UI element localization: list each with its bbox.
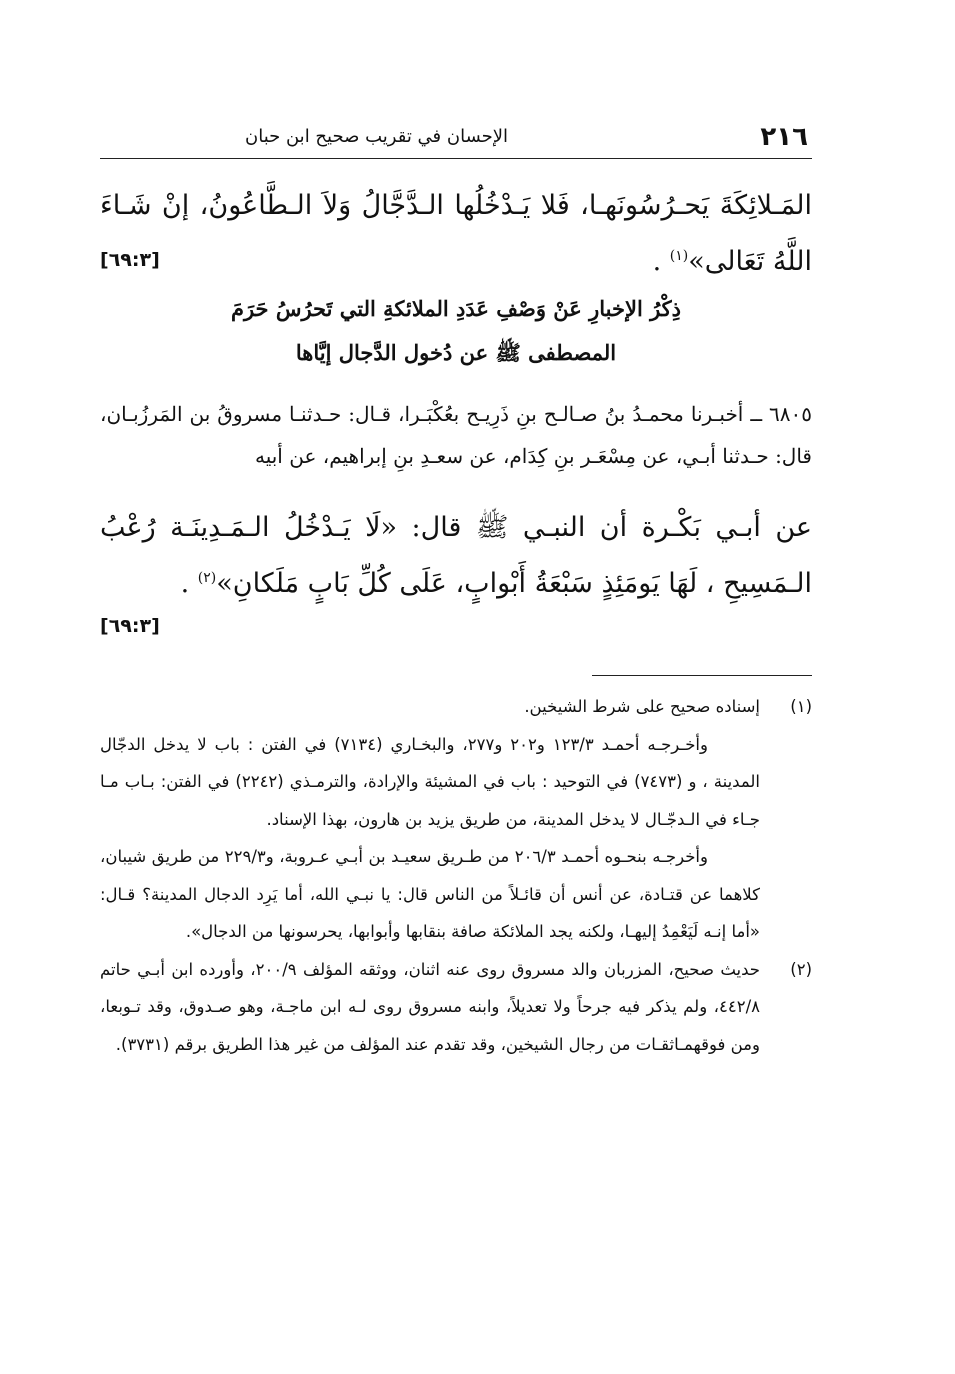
page-header	[100, 112, 812, 159]
footnote-marker-1: (١)	[669, 248, 689, 264]
continuation-end: .	[652, 246, 670, 277]
continuation-body: المَـلائِكَةَ يَحـرُسُونَهـا، فَلا يَـدْخُلُها الـدَّجَّالُ وَلاَ الـطَّاعُونُ، إنْ شَـاءَ اللَّهُ تَعَالى»	[100, 190, 812, 277]
footnote-body	[100, 688, 760, 951]
footnote-1	[100, 688, 812, 951]
page-number: ٢١٦	[760, 122, 808, 152]
page	[100, 112, 812, 1063]
continuation-text	[100, 181, 812, 287]
footnote-body	[100, 951, 760, 1064]
chapter-heading-line-1: ذِكْرُ الإخبارِ عَنْ وَصْفِ عَدَدِ الملائكةِ التي تَحرُسُ حَرَمَ	[230, 296, 682, 321]
footnote-paragraph: وأخرجـه بنحـوه أحمـد ٢٠٦/٣ من طـريق سعيـد بن أبـي عـروبة، و٢٢٩/٣ من طريق شيبان، كلاهما عن قتـادة، عن أنس أن قائـلاً من الناس قال: يا نبـي الله، أما يَرِد الدجال المدينة؟ قـال: «أما إنـه لَيَعْمِدُ إليهـا، ولكنه يجد الملائكة صافة بنقابها وأبوابها، يحرسونها من الدجال».	[100, 847, 760, 941]
reference-tag: [٦٩:٣]	[100, 249, 160, 271]
footnote-2	[100, 951, 812, 1064]
footnote-number: (٢)	[790, 959, 812, 979]
footnote-separator	[592, 675, 812, 676]
footnote-paragraph: حديث صحيح، المزربان والد مسروق روى عنه اثنان، ووثقه المؤلف ٢٠٠/٩، وأورده ابن أبـي حاتم ٤٤٢/٨، ولم يذكر فيه جرحاً ولا تعديلاً، وابنه مسروق روى لـه ابن ماجـة، وهو صـدوق، وقد تـوبعا، ومن فوقهمـاثقـات من رجال الشيخين، وقد تقدم عند المؤلف من غير هذا الطريق برقم (٣٧٣١).	[100, 959, 760, 1054]
chapter-heading	[100, 287, 812, 375]
running-title: الإحسان في تقريب صحيح ابن حبان	[245, 126, 509, 147]
reference-tag: [٦٩:٣]	[100, 615, 160, 637]
footnote-paragraph: وأخـرجـه أحمـد ١٢٣/٣ و٢٠٢ و٢٧٧، والبخـاري (٧١٣٤) في الفتن : باب لا يدخل الدجّال المدينة ، و (٧٤٧٣) في التوحيد : باب في المشيئة والإرادة، والترمـذي (٢٢٤٢) في الفتن: بـاب مـا جـاء في الـدجّـال لا يدخل المدينة، من طريق يزيد بن هارون، بهذا الإسناد.	[100, 734, 760, 829]
matn-end: .	[180, 568, 198, 599]
matn-body: عن أبـي بَكْـرة أن النبـي ﷺ قال: «لَا يَـدْخُلُ الـمَـدِينَـة رُعْبُ الـمَسِيحِ ، لَهَا يَومَئِذٍ سَبْعَةُ أَبْوابٍ، عَلَى كُلِّ بَابٍ مَلَكانِ»	[100, 512, 812, 599]
matn-text	[100, 503, 812, 609]
footnotes	[100, 688, 812, 1063]
footnote-number: (١)	[790, 697, 812, 716]
chapter-heading-line-2: المصطفى ﷺ عن دُخول الدَّجال إيَّاها	[295, 340, 617, 365]
footnote-paragraph: إسناده صحيح على شرط الشيخين.	[524, 697, 760, 716]
isnad-paragraph: ٦٨٠٥ ــ أخبـرنا محمـدُ بنُ صـالـح بنِ ذَرِيـح بعُكْبَـرا، قـال: حـدثنـا مسروقُ بن المَرزُبـان، قال: حـدثنا أبـي، عن مِسْعَـر بنِ كِدَام، عن سعـدِ بنِ إبراهيم، عن أبيه	[100, 402, 812, 468]
footnote-marker-2: (٢)	[197, 570, 217, 586]
